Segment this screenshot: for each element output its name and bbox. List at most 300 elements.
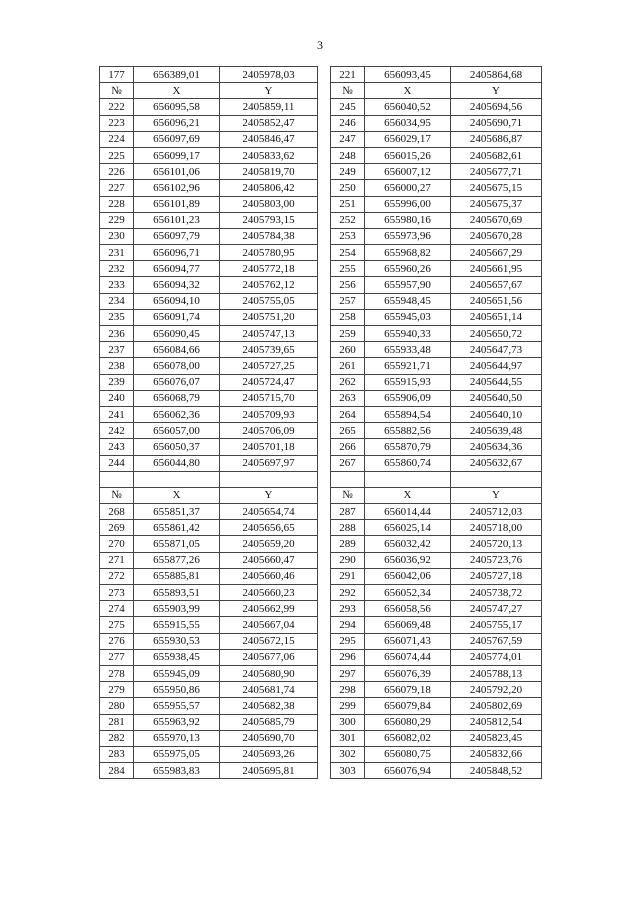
x-coordinate-cell: 656000,27 [365, 180, 451, 196]
point-number-cell: 249 [331, 164, 365, 180]
point-number-cell: 268 [100, 504, 134, 520]
y-coordinate-cell: 2405672,15 [220, 633, 318, 649]
y-header: Y [451, 83, 542, 99]
table-row [100, 196, 542, 212]
x-coordinate-cell: 656093,45 [365, 67, 451, 83]
point-number-cell: 224 [100, 131, 134, 147]
column-gap [318, 293, 331, 309]
column-gap [318, 423, 331, 439]
point-number-cell: 244 [100, 455, 134, 471]
point-number-cell: 243 [100, 439, 134, 455]
table-row [100, 115, 542, 131]
x-coordinate-cell: 655950,86 [134, 682, 220, 698]
table-row [100, 585, 542, 601]
y-coordinate-cell: 2405864,68 [451, 67, 542, 83]
table-row [100, 423, 542, 439]
y-coordinate-cell: 2405686,87 [451, 131, 542, 147]
page-number: 3 [317, 38, 323, 52]
point-number-cell: 292 [331, 585, 365, 601]
y-coordinate-cell: 2405690,70 [220, 730, 318, 746]
x-coordinate-cell: 656095,58 [134, 99, 220, 115]
table-row [100, 665, 542, 681]
x-coordinate-cell: 655903,99 [134, 601, 220, 617]
point-number-cell: 265 [331, 423, 365, 439]
table-row [100, 439, 542, 455]
y-coordinate-cell: 2405772,18 [220, 261, 318, 277]
x-coordinate-cell: 655960,26 [365, 261, 451, 277]
x-coordinate-cell: 655975,05 [134, 746, 220, 762]
x-header: X [365, 487, 451, 503]
table-row [100, 617, 542, 633]
column-gap [318, 487, 331, 503]
point-number-cell: 301 [331, 730, 365, 746]
x-coordinate-cell: 655940,33 [365, 326, 451, 342]
y-coordinate-cell: 2405651,56 [451, 293, 542, 309]
point-number-cell: 274 [100, 601, 134, 617]
x-coordinate-cell: 655980,16 [365, 212, 451, 228]
point-number-cell: 251 [331, 196, 365, 212]
table-row [100, 633, 542, 649]
table-row [100, 131, 542, 147]
x-coordinate-cell: 655882,56 [365, 423, 451, 439]
y-coordinate-cell: 2405803,00 [220, 196, 318, 212]
point-number-cell: 280 [100, 698, 134, 714]
y-coordinate-cell: 2405738,72 [451, 585, 542, 601]
table-row [100, 147, 542, 163]
y-coordinate-cell: 2405755,05 [220, 293, 318, 309]
point-number-cell: 290 [331, 552, 365, 568]
y-coordinate-cell: 2405644,97 [451, 358, 542, 374]
point-number-cell: 238 [100, 358, 134, 374]
y-coordinate-cell: 2405650,72 [451, 326, 542, 342]
y-coordinate-cell: 2405720,13 [451, 536, 542, 552]
point-number-cell: 284 [100, 763, 134, 779]
x-coordinate-cell: 656014,44 [365, 504, 451, 520]
x-coordinate-cell: 656097,69 [134, 131, 220, 147]
y-coordinate-cell: 2405670,28 [451, 228, 542, 244]
point-number-cell: 303 [331, 763, 365, 779]
x-coordinate-cell: 656029,17 [365, 131, 451, 147]
point-number-cell: 226 [100, 164, 134, 180]
table-row [100, 374, 542, 390]
point-number-cell: 228 [100, 196, 134, 212]
table-row [100, 164, 542, 180]
x-header: X [365, 83, 451, 99]
table-row [100, 99, 542, 115]
y-coordinate-cell: 2405812,54 [451, 714, 542, 730]
x-coordinate-cell: 655861,42 [134, 520, 220, 536]
y-coordinate-cell: 2405693,26 [220, 746, 318, 762]
table-row [100, 180, 542, 196]
y-coordinate-cell: 2405660,46 [220, 568, 318, 584]
point-number-cell: 270 [100, 536, 134, 552]
y-coordinate-cell: 2405852,47 [220, 115, 318, 131]
point-number-cell: 264 [331, 406, 365, 422]
point-number-cell: 233 [100, 277, 134, 293]
point-number-cell: 283 [100, 746, 134, 762]
point-number-cell: 277 [100, 649, 134, 665]
y-coordinate-cell: 2405677,06 [220, 649, 318, 665]
x-coordinate-cell: 655968,82 [365, 245, 451, 261]
x-coordinate-cell: 656050,37 [134, 439, 220, 455]
x-coordinate-cell: 656094,10 [134, 293, 220, 309]
y-coordinate-cell: 2405848,52 [451, 763, 542, 779]
y-coordinate-cell: 2405660,47 [220, 552, 318, 568]
x-coordinate-cell: 656068,79 [134, 390, 220, 406]
x-coordinate-cell: 655851,37 [134, 504, 220, 520]
x-coordinate-cell: 656058,56 [365, 601, 451, 617]
x-coordinate-cell: 656040,52 [365, 99, 451, 115]
empty-cell [365, 471, 451, 487]
y-coordinate-cell: 2405675,15 [451, 180, 542, 196]
point-number-cell: 221 [331, 67, 365, 83]
x-coordinate-cell: 656096,21 [134, 115, 220, 131]
column-gap [318, 439, 331, 455]
y-coordinate-cell: 2405640,10 [451, 406, 542, 422]
x-coordinate-cell: 655955,57 [134, 698, 220, 714]
table-row [100, 536, 542, 552]
column-gap [318, 698, 331, 714]
point-number-cell: 288 [331, 520, 365, 536]
y-coordinate-cell: 2405755,17 [451, 617, 542, 633]
point-number-cell: 263 [331, 390, 365, 406]
x-coordinate-cell: 656036,92 [365, 552, 451, 568]
table-row [100, 309, 542, 325]
x-coordinate-cell: 656079,84 [365, 698, 451, 714]
y-coordinate-cell: 2405682,38 [220, 698, 318, 714]
point-number-cell: 275 [100, 617, 134, 633]
x-coordinate-cell: 655915,93 [365, 374, 451, 390]
empty-cell [100, 471, 134, 487]
y-coordinate-cell: 2405806,42 [220, 180, 318, 196]
header-row [100, 487, 542, 503]
point-number-cell: 222 [100, 99, 134, 115]
x-coordinate-cell: 656076,39 [365, 665, 451, 681]
y-coordinate-cell: 2405751,20 [220, 309, 318, 325]
point-number-cell: 299 [331, 698, 365, 714]
number-header: № [331, 83, 365, 99]
column-gap [318, 115, 331, 131]
point-number-cell: 236 [100, 326, 134, 342]
x-coordinate-cell: 656101,89 [134, 196, 220, 212]
x-coordinate-cell: 655870,79 [365, 439, 451, 455]
y-coordinate-cell: 2405792,20 [451, 682, 542, 698]
y-coordinate-cell: 2405712,03 [451, 504, 542, 520]
y-coordinate-cell: 2405651,14 [451, 309, 542, 325]
y-coordinate-cell: 2405767,59 [451, 633, 542, 649]
column-gap [318, 277, 331, 293]
x-coordinate-cell: 656069,48 [365, 617, 451, 633]
x-coordinate-cell: 656052,34 [365, 585, 451, 601]
x-coordinate-cell: 656082,02 [365, 730, 451, 746]
point-number-cell: 258 [331, 309, 365, 325]
x-coordinate-cell: 656389,01 [134, 67, 220, 83]
y-coordinate-cell: 2405660,23 [220, 585, 318, 601]
point-number-cell: 291 [331, 568, 365, 584]
x-coordinate-cell: 656101,06 [134, 164, 220, 180]
empty-cell [220, 471, 318, 487]
y-coordinate-cell: 2405677,71 [451, 164, 542, 180]
column-gap [318, 746, 331, 762]
column-gap [318, 196, 331, 212]
x-coordinate-cell: 655933,48 [365, 342, 451, 358]
x-coordinate-cell: 655948,45 [365, 293, 451, 309]
x-coordinate-cell: 656034,95 [365, 115, 451, 131]
x-coordinate-cell: 655973,96 [365, 228, 451, 244]
column-gap [318, 99, 331, 115]
x-coordinate-cell: 655893,51 [134, 585, 220, 601]
column-gap [318, 649, 331, 665]
column-gap [318, 552, 331, 568]
y-coordinate-cell: 2405762,12 [220, 277, 318, 293]
point-number-cell: 231 [100, 245, 134, 261]
x-coordinate-cell: 656101,23 [134, 212, 220, 228]
column-gap [318, 326, 331, 342]
y-coordinate-cell: 2405667,29 [451, 245, 542, 261]
x-coordinate-cell: 655906,09 [365, 390, 451, 406]
column-gap [318, 520, 331, 536]
column-gap [318, 601, 331, 617]
table-row [100, 746, 542, 762]
column-gap [318, 147, 331, 163]
x-coordinate-cell: 656007,12 [365, 164, 451, 180]
column-gap [318, 714, 331, 730]
column-gap [318, 164, 331, 180]
y-coordinate-cell: 2405780,95 [220, 245, 318, 261]
y-coordinate-cell: 2405694,56 [451, 99, 542, 115]
point-number-cell: 302 [331, 746, 365, 762]
y-coordinate-cell: 2405644,55 [451, 374, 542, 390]
empty-cell [318, 471, 331, 487]
point-number-cell: 237 [100, 342, 134, 358]
table-row [100, 520, 542, 536]
table-row [100, 67, 542, 83]
column-gap [318, 730, 331, 746]
point-number-cell: 298 [331, 682, 365, 698]
table-row [100, 293, 542, 309]
table-row [100, 649, 542, 665]
y-coordinate-cell: 2405709,93 [220, 406, 318, 422]
y-coordinate-cell: 2405739,65 [220, 342, 318, 358]
x-coordinate-cell: 655945,09 [134, 665, 220, 681]
column-gap [318, 180, 331, 196]
y-coordinate-cell: 2405670,69 [451, 212, 542, 228]
point-number-cell: 300 [331, 714, 365, 730]
point-number-cell: 230 [100, 228, 134, 244]
x-coordinate-cell: 655877,26 [134, 552, 220, 568]
y-coordinate-cell: 2405747,27 [451, 601, 542, 617]
point-number-cell: 245 [331, 99, 365, 115]
point-number-cell: 250 [331, 180, 365, 196]
x-coordinate-cell: 655957,90 [365, 277, 451, 293]
point-number-cell: 223 [100, 115, 134, 131]
y-coordinate-cell: 2405647,73 [451, 342, 542, 358]
table-row [100, 568, 542, 584]
x-coordinate-cell: 655938,45 [134, 649, 220, 665]
table-row [100, 730, 542, 746]
y-coordinate-cell: 2405639,48 [451, 423, 542, 439]
point-number-cell: 266 [331, 439, 365, 455]
column-gap [318, 309, 331, 325]
point-number-cell: 282 [100, 730, 134, 746]
point-number-cell: 257 [331, 293, 365, 309]
x-coordinate-cell: 655945,03 [365, 309, 451, 325]
point-number-cell: 241 [100, 406, 134, 422]
point-number-cell: 234 [100, 293, 134, 309]
point-number-cell: 262 [331, 374, 365, 390]
y-coordinate-cell: 2405833,62 [220, 147, 318, 163]
point-number-cell: 296 [331, 649, 365, 665]
point-number-cell: 289 [331, 536, 365, 552]
number-header: № [100, 487, 134, 503]
column-gap [318, 67, 331, 83]
x-coordinate-cell: 655963,92 [134, 714, 220, 730]
y-coordinate-cell: 2405846,47 [220, 131, 318, 147]
y-coordinate-cell: 2405632,67 [451, 455, 542, 471]
column-gap [318, 682, 331, 698]
table-row [100, 228, 542, 244]
table-row [100, 245, 542, 261]
point-number-cell: 276 [100, 633, 134, 649]
x-coordinate-cell: 655915,55 [134, 617, 220, 633]
table-row [100, 261, 542, 277]
column-gap [318, 455, 331, 471]
point-number-cell: 279 [100, 682, 134, 698]
column-gap [318, 390, 331, 406]
y-header: Y [220, 487, 318, 503]
point-number-cell: 229 [100, 212, 134, 228]
y-coordinate-cell: 2405659,20 [220, 536, 318, 552]
table-row [100, 763, 542, 779]
point-number-cell: 253 [331, 228, 365, 244]
y-coordinate-cell: 2405661,95 [451, 261, 542, 277]
x-coordinate-cell: 656076,07 [134, 374, 220, 390]
table-row [100, 342, 542, 358]
table-row [100, 714, 542, 730]
x-coordinate-cell: 656025,14 [365, 520, 451, 536]
point-number-cell: 287 [331, 504, 365, 520]
point-number-cell: 272 [100, 568, 134, 584]
point-number-cell: 239 [100, 374, 134, 390]
column-gap [318, 633, 331, 649]
y-header: Y [451, 487, 542, 503]
point-number-cell: 256 [331, 277, 365, 293]
column-gap [318, 358, 331, 374]
y-coordinate-cell: 2405727,25 [220, 358, 318, 374]
number-header: № [100, 83, 134, 99]
table-row [100, 698, 542, 714]
x-coordinate-cell: 656091,74 [134, 309, 220, 325]
x-coordinate-cell: 655871,05 [134, 536, 220, 552]
empty-cell [331, 471, 365, 487]
x-coordinate-cell: 656071,43 [365, 633, 451, 649]
point-number-cell: 254 [331, 245, 365, 261]
point-number-cell: 227 [100, 180, 134, 196]
column-gap [318, 763, 331, 779]
x-coordinate-cell: 655970,13 [134, 730, 220, 746]
x-coordinate-cell: 656057,00 [134, 423, 220, 439]
x-coordinate-cell: 656080,29 [365, 714, 451, 730]
y-coordinate-cell: 2405793,15 [220, 212, 318, 228]
y-coordinate-cell: 2405747,13 [220, 326, 318, 342]
x-coordinate-cell: 656090,45 [134, 326, 220, 342]
y-coordinate-cell: 2405667,04 [220, 617, 318, 633]
y-coordinate-cell: 2405718,00 [451, 520, 542, 536]
y-coordinate-cell: 2405819,70 [220, 164, 318, 180]
column-gap [318, 536, 331, 552]
y-coordinate-cell: 2405774,01 [451, 649, 542, 665]
x-coordinate-cell: 656076,94 [365, 763, 451, 779]
column-gap [318, 261, 331, 277]
column-gap [318, 374, 331, 390]
point-number-cell: 295 [331, 633, 365, 649]
x-header: X [134, 487, 220, 503]
column-gap [318, 245, 331, 261]
point-number-cell: 248 [331, 147, 365, 163]
number-header: № [331, 487, 365, 503]
point-number-cell: 246 [331, 115, 365, 131]
y-coordinate-cell: 2405832,66 [451, 746, 542, 762]
point-number-cell: 235 [100, 309, 134, 325]
y-coordinate-cell: 2405685,79 [220, 714, 318, 730]
point-number-cell: 294 [331, 617, 365, 633]
y-coordinate-cell: 2405656,65 [220, 520, 318, 536]
y-coordinate-cell: 2405723,76 [451, 552, 542, 568]
point-number-cell: 255 [331, 261, 365, 277]
table-row [100, 358, 542, 374]
x-coordinate-cell: 655860,74 [365, 455, 451, 471]
x-coordinate-cell: 656044,80 [134, 455, 220, 471]
y-coordinate-cell: 2405680,90 [220, 665, 318, 681]
y-coordinate-cell: 2405727,18 [451, 568, 542, 584]
point-number-cell: 293 [331, 601, 365, 617]
point-number-cell: 177 [100, 67, 134, 83]
table-row [100, 406, 542, 422]
x-coordinate-cell: 656094,77 [134, 261, 220, 277]
table-row [100, 277, 542, 293]
x-coordinate-cell: 656084,66 [134, 342, 220, 358]
y-coordinate-cell: 2405640,50 [451, 390, 542, 406]
column-gap [318, 212, 331, 228]
coordinates-table [99, 66, 542, 779]
table-row [100, 455, 542, 471]
x-coordinate-cell: 656097,79 [134, 228, 220, 244]
y-coordinate-cell: 2405690,71 [451, 115, 542, 131]
y-coordinate-cell: 2405662,99 [220, 601, 318, 617]
x-coordinate-cell: 656099,17 [134, 147, 220, 163]
y-coordinate-cell: 2405701,18 [220, 439, 318, 455]
point-number-cell: 259 [331, 326, 365, 342]
y-header: Y [220, 83, 318, 99]
table-row [100, 212, 542, 228]
x-coordinate-cell: 655983,83 [134, 763, 220, 779]
point-number-cell: 260 [331, 342, 365, 358]
table-row [100, 552, 542, 568]
y-coordinate-cell: 2405978,03 [220, 67, 318, 83]
x-coordinate-cell: 656102,96 [134, 180, 220, 196]
y-coordinate-cell: 2405657,67 [451, 277, 542, 293]
column-gap [318, 228, 331, 244]
x-coordinate-cell: 655921,71 [365, 358, 451, 374]
y-coordinate-cell: 2405675,37 [451, 196, 542, 212]
x-coordinate-cell: 656078,00 [134, 358, 220, 374]
point-number-cell: 225 [100, 147, 134, 163]
coordinates-table-body [100, 67, 542, 779]
point-number-cell: 297 [331, 665, 365, 681]
x-coordinate-cell: 656015,26 [365, 147, 451, 163]
table-row [100, 326, 542, 342]
x-coordinate-cell: 655996,00 [365, 196, 451, 212]
